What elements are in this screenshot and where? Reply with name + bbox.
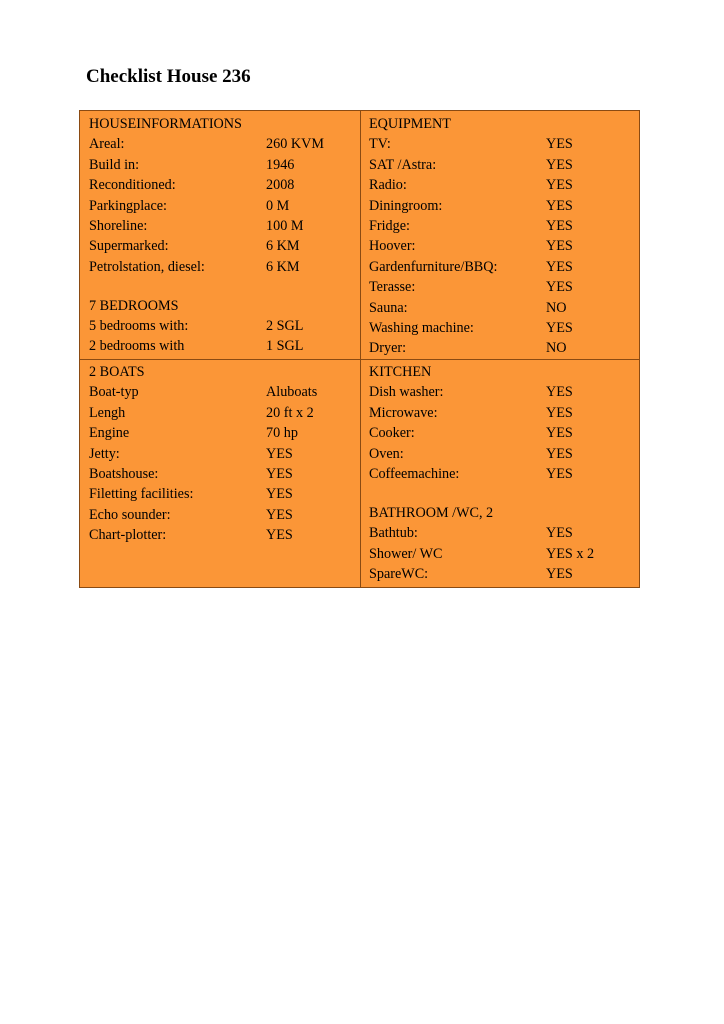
item-label: Sauna:: [369, 299, 408, 316]
item-value: Aluboats: [266, 384, 318, 401]
item-label: Radio:: [369, 177, 407, 194]
item-value: YES: [546, 238, 573, 255]
item-value: YES: [266, 445, 293, 462]
page-title: Checklist House 236: [86, 66, 251, 87]
item-label: Microwave:: [369, 404, 438, 421]
item-label: Gardenfurniture/BBQ:: [369, 258, 498, 275]
item-value: 70 hp: [266, 425, 298, 442]
boats-heading: 2 BOATS: [89, 364, 145, 380]
item-value: 0 M: [266, 197, 290, 214]
item-label: Shoreline:: [89, 217, 148, 234]
item-label: Bathtub:: [369, 525, 418, 542]
item-label: Boat-typ: [89, 384, 139, 401]
item-value: 100 M: [266, 217, 304, 234]
item-label: SAT /Astra:: [369, 156, 437, 173]
bedrooms-heading: 7 BEDROOMS: [89, 297, 179, 314]
item-label: Dryer:: [369, 340, 407, 357]
item-value: YES: [546, 258, 573, 275]
item-value: 20 ft x 2: [266, 404, 314, 421]
item-value: YES: [546, 445, 573, 462]
item-label: Terasse:: [369, 279, 416, 296]
item-label: Boatshouse:: [89, 465, 159, 482]
item-value: NO: [546, 340, 567, 357]
item-value: YES: [546, 279, 573, 296]
item-label: Echo sounder:: [89, 506, 171, 523]
column-divider: [360, 111, 361, 587]
item-label: Cooker:: [369, 425, 415, 442]
item-label: Filetting facilities:: [89, 486, 194, 503]
item-value: YES: [546, 177, 573, 194]
item-label: Shower/ WC: [369, 545, 443, 562]
item-label: Supermarked:: [89, 238, 169, 255]
house-heading: HOUSEINFORMATIONS: [89, 116, 242, 132]
item-value: YES: [546, 136, 573, 153]
item-value: NO: [546, 299, 567, 316]
item-value: YES: [546, 525, 573, 542]
item-label: Jetty:: [89, 445, 120, 462]
item-value: YES: [266, 527, 293, 544]
item-label: Oven:: [369, 445, 404, 462]
bathroom-heading: BATHROOM /WC, 2: [369, 504, 494, 521]
item-label: Fridge:: [369, 217, 410, 234]
item-value: YES: [546, 156, 573, 173]
item-value: YES: [266, 486, 293, 503]
item-value: YES: [546, 404, 573, 421]
item-value: 2 SGL: [266, 318, 304, 335]
item-label: Hoover:: [369, 238, 416, 255]
item-label: Areal:: [89, 136, 125, 153]
kitchen-heading: KITCHEN: [369, 364, 432, 380]
item-label: 2 bedrooms with: [89, 338, 185, 355]
row-divider: [80, 359, 639, 360]
item-value: YES: [546, 319, 573, 336]
item-value: YES: [546, 197, 573, 214]
item-label: Coffeemachine:: [369, 465, 460, 482]
item-value: YES: [546, 384, 573, 401]
item-value: 1946: [266, 156, 295, 173]
item-value: YES: [546, 566, 573, 583]
equipment-heading: EQUIPMENT: [369, 116, 451, 132]
item-label: Washing machine:: [369, 319, 474, 336]
item-label: Parkingplace:: [89, 197, 168, 214]
item-value: 1 SGL: [266, 338, 304, 355]
item-label: Petrolstation, diesel:: [89, 258, 205, 275]
item-label: Lengh: [89, 404, 126, 421]
item-value: 260 KVM: [266, 136, 324, 153]
item-label: SpareWC:: [369, 566, 429, 583]
item-label: Chart-plotter:: [89, 527, 167, 544]
item-label: Engine: [89, 425, 130, 442]
item-label: Dish washer:: [369, 384, 444, 401]
item-value: YES: [266, 465, 293, 482]
item-value: YES: [546, 217, 573, 234]
item-label: TV:: [369, 136, 391, 153]
item-label: Reconditioned:: [89, 177, 176, 194]
item-value: YES: [546, 425, 573, 442]
item-value: 6 KM: [266, 238, 300, 255]
checklist-table: [79, 110, 640, 588]
item-value: YES: [266, 506, 293, 523]
item-label: 5 bedrooms with:: [89, 318, 189, 335]
item-value: 6 KM: [266, 258, 300, 275]
item-value: YES: [546, 465, 573, 482]
item-value: 2008: [266, 177, 295, 194]
item-value: YES x 2: [546, 545, 595, 562]
item-label: Build in:: [89, 156, 140, 173]
item-label: Diningroom:: [369, 197, 443, 214]
